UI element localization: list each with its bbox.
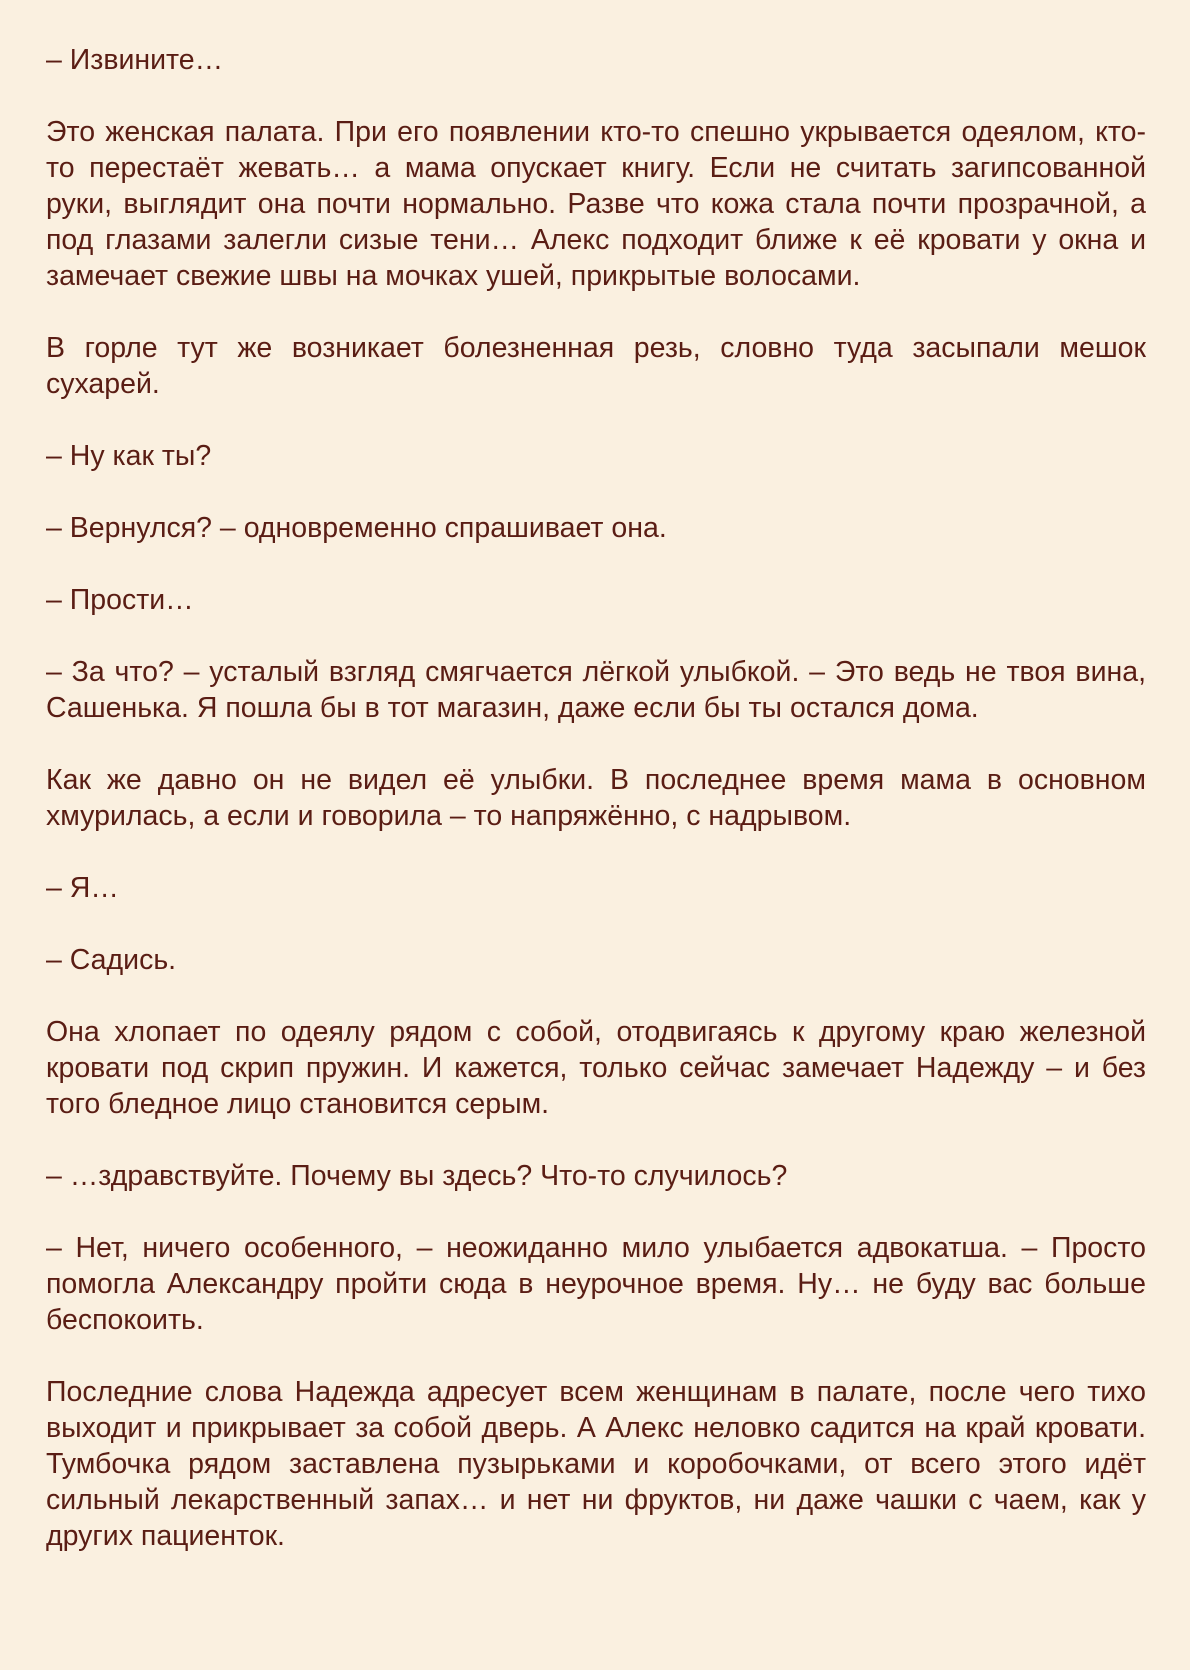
paragraph-8: Как же давно он не видел её улыбки. В последнее время мама в основном хмурилась, а если и говорила – то напряжённо, с надрывом. bbox=[46, 764, 1146, 832]
paragraph-4: – Ну как ты? bbox=[46, 440, 212, 472]
paragraph-10: – Садись. bbox=[46, 944, 177, 976]
paragraph-3: В горле тут же возникает болезненная резь, словно туда засыпали мешок сухарей. bbox=[46, 332, 1146, 400]
paragraph-13: – Нет, ничего особенного, – неожиданно мило улыбается адвокатша. – Просто помогла Александру пройти сюда в неурочное время. Ну… не буду вас больше беспокоить. bbox=[46, 1232, 1146, 1336]
paragraph-2: Это женская палата. При его появлении кто-то спешно укрывается одеялом, кто-то перестаёт жевать… а мама опускает книгу. Если не считать загипсованной руки, выглядит она почти нормально. Разве что кожа стала почти прозрачной, а под глазами залегли сизые тени… Алекс подходит ближе к её кровати у окна и замечает свежие швы на мочках ушей, прикрытые волосами. bbox=[46, 116, 1146, 292]
paragraph-6: – Прости… bbox=[46, 584, 194, 616]
paragraph-1: – Извините… bbox=[46, 44, 224, 76]
paragraph-5: – Вернулся? – одновременно спрашивает она. bbox=[46, 512, 667, 544]
paragraph-7: – За что? – усталый взгляд смягчается лёгкой улыбкой. – Это ведь не твоя вина, Сашенька. Я пошла бы в тот магазин, даже если бы ты остался дома. bbox=[46, 656, 1146, 724]
paragraph-14: Последние слова Надежда адресует всем женщинам в палате, после чего тихо выходит и прикрывает за собой дверь. А Алекс неловко садится на край кровати. Тумбочка рядом заставлена пузырьками и коробочками, от всего этого идёт сильный лекарственный запах… и нет ни фруктов, ни даже чашки с чаем, как у других пациенток. bbox=[46, 1376, 1146, 1552]
paragraph-9: – Я… bbox=[46, 872, 119, 904]
paragraph-12: – …здравствуйте. Почему вы здесь? Что-то случилось? bbox=[46, 1160, 788, 1192]
paragraph-11: Она хлопает по одеялу рядом с собой, отодвигаясь к другому краю железной кровати под скрип пружин. И кажется, только сейчас замечает Надежду – и без того бледное лицо становится серым. bbox=[46, 1016, 1146, 1120]
